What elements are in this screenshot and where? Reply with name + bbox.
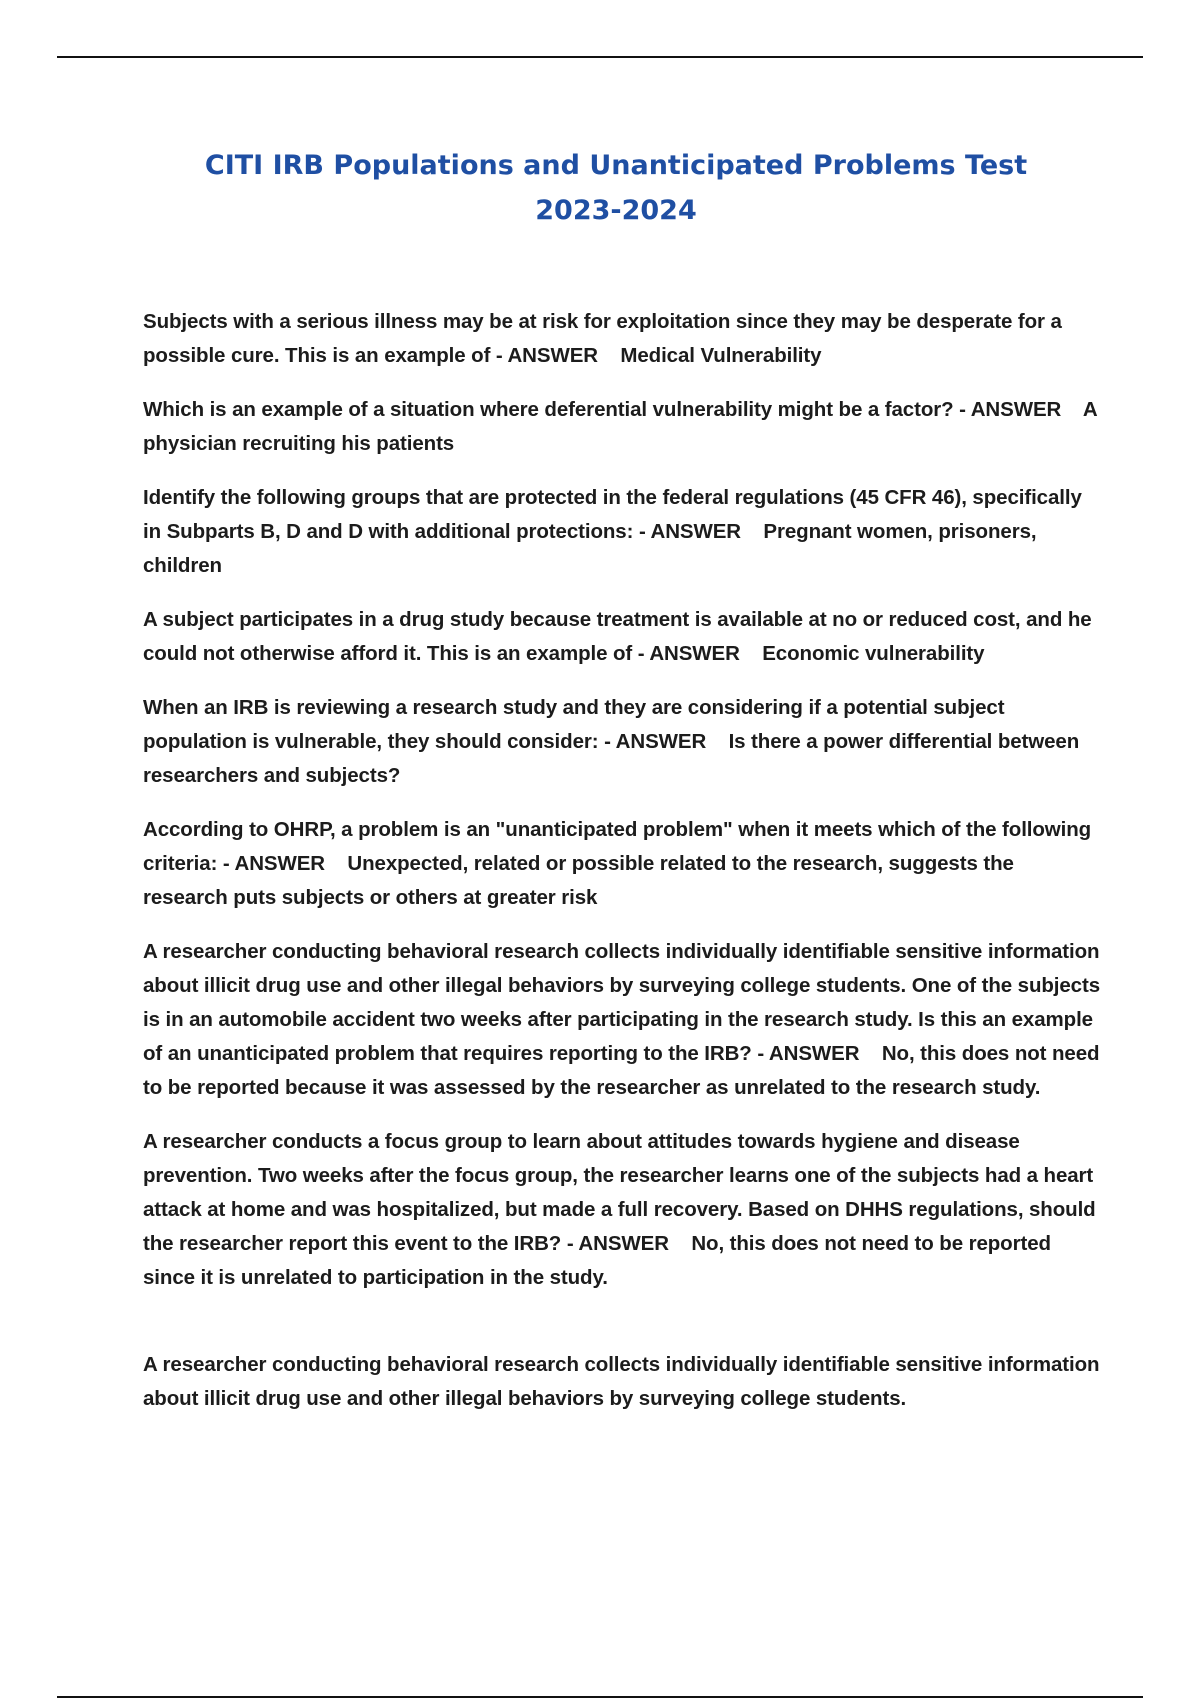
answer-text: No, this does not need to be reported since it is unrelated to participation in the study. [143,1232,1051,1289]
question-text: Which is an example of a situation where deferential vulnerability might be a factor? [143,398,954,421]
qa-list [143,305,1103,1436]
answer-label: - ANSWER [757,1042,860,1065]
answer-label: - ANSWER [566,1232,669,1255]
answer-label: - ANSWER [959,398,1062,421]
qa-item [143,481,1103,583]
answer-label: - ANSWER [638,520,742,543]
answer-text: Unexpected, related or possible related to the research, suggests the research puts subjects or others at greater risk [143,852,1014,909]
answer-text: Pregnant women, prisoners, children [143,520,1037,577]
question-text: A subject participates in a drug study because treatment is available at no or reduced cost, and he could not otherwise afford it. This is an example of [143,608,1092,665]
title-line-1: CITI IRB Populations and Unanticipated Problems Test [204,150,1028,181]
title-line-2: 2023-2024 [535,195,697,226]
qa-item [143,691,1103,793]
qa-item [143,393,1103,461]
bottom-rule [57,1696,1143,1698]
question-text: A researcher conducting behavioral research collects individually identifiable sensitive information about illicit drug use and other illegal behaviors by surveying college students. One of the subjects is in an automobile accident two weeks after participating in the research study. Is this an example of an unanticipated problem that requires reporting to the IRB? [143,940,1101,1065]
qa-item [143,603,1103,671]
top-rule [57,56,1143,58]
trailing-paragraph: A researcher conducting behavioral research collects individually identifiable sensitive information about illicit drug use and other illegal behaviors by surveying college students. [143,1353,1100,1410]
answer-text: Is there a power differential between researchers and subjects? [143,730,1080,787]
question-text: Subjects with a serious illness may be at risk for exploitation since they may be desperate for a possible cure. This is an example of [143,310,1062,367]
answer-text: Medical Vulnerability [620,344,822,367]
qa-item [143,1125,1103,1295]
page-title [130,143,1102,233]
qa-item [143,305,1103,373]
question-text: According to OHRP, a problem is an "unanticipated problem" when it meets which of the following criteria: [143,818,1092,875]
question-text: Identify the following groups that are protected in the federal regulations (45 CFR 46), specifically in Subparts B, D and D with additional protections: [143,486,1082,543]
qa-item [143,935,1103,1105]
question-text: When an IRB is reviewing a research study and they are considering if a potential subject population is vulnerable, they should consider: [143,696,1005,753]
answer-label: - ANSWER [637,642,740,665]
answer-label: - ANSWER [604,730,707,753]
answer-label: - ANSWER [495,344,598,367]
qa-item [143,813,1103,915]
answer-text: No, this does not need to be reported because it was assessed by the researcher as unrelated to the research study. [143,1042,1100,1099]
question-text: A researcher conducts a focus group to learn about attitudes towards hygiene and disease prevention. Two weeks after the focus group, the researcher learns one of the subjects had a heart attack at home and was hospitalized, but made a full recovery. Based on DHHS regulations, should the researcher report this event to the IRB? [143,1130,1096,1255]
answer-label: - ANSWER [222,852,325,875]
answer-text: A physician recruiting his patients [143,398,1097,455]
answer-text: Economic vulnerability [762,642,985,665]
